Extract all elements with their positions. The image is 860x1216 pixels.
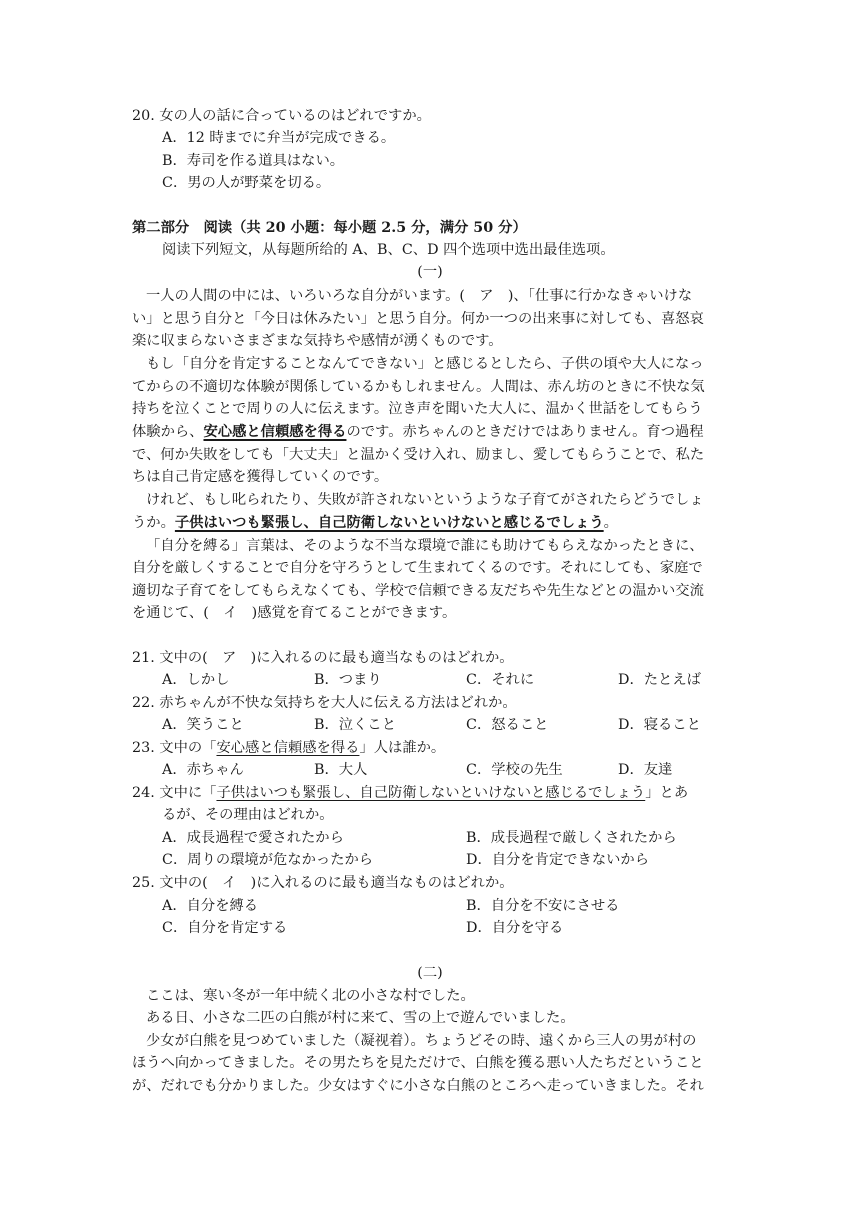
passage1-p3-line2 — [132, 513, 618, 533]
passage1-p4-line4: を通じて、( イ )感覚を育てることができます。 — [132, 605, 457, 621]
passage2-line4: ほうへ向かってきました。その男たちを見ただけで、白熊を獲る悪い人たちだということ — [132, 1055, 704, 1071]
part2-heading: 第二部分 阅读（共 20 小题：每小题 2.5 分，满分 50 分） — [132, 220, 527, 236]
passage2-line1: ここは、寒い冬が一年中続く北の小さな村でした。 — [146, 988, 475, 1004]
q24-underlined-phrase: 子供はいつも緊張し、自己防衛しないといけないと感じるでしょう — [216, 785, 646, 801]
q23-option-c: C．学校の先生 — [466, 762, 563, 778]
q24-option-c: C．周りの環境が危なかったから — [162, 852, 374, 868]
q22-option-a: A．笑うこと — [162, 717, 244, 733]
passage1-p3-line2-pre: うか。 — [132, 515, 175, 531]
passage1-p2-line6: ちは自己肯定感を獲得していくのです。 — [132, 469, 389, 485]
q22-option-c: C．怒ること — [466, 717, 549, 733]
q24-option-d: D．自分を肯定できないから — [466, 852, 650, 868]
underlined-phrase-kodomo: 子供はいつも緊張し、自己防衛しないといけないと感じるでしょう — [174, 515, 604, 531]
q22-option-b: B．泣くこと — [314, 717, 396, 733]
passage1-p4-line3: 適切な子育てをしてもらえなくても、学校で信頼できる友だちや先生などとの温かい交流 — [132, 583, 704, 599]
passage1-p2-line4-pre: 体験から、 — [132, 424, 204, 440]
passage1-p1-line3: 楽に収まらないさまざまな気持ちや感情が湧くものです。 — [132, 333, 503, 349]
passage1-p2-line2: てからの不適切な体験が関係しているかもしれません。人間は、赤ん坊のときに不快な気 — [132, 379, 705, 395]
q24-stem-pre: 24. 文中に「 — [132, 785, 217, 801]
q21-option-b: B．つまり — [314, 672, 382, 688]
passage1-p3-line1: けれど、もし叱られたり、失敗が許されないというような子育てがされたらどうでしょ — [146, 492, 704, 508]
passage2-line5: が、だれでも分かりました。少女はすぐに小さな白熊のところへ走っていきました。それ — [132, 1078, 704, 1094]
q24-option-a: A．成長過程で愛されたから — [162, 830, 344, 846]
q20-option-b: B．寿司を作る道具はない。 — [162, 153, 345, 169]
q23-stem-pre: 23. 文中の「 — [132, 740, 217, 756]
q22-stem: 22. 赤ちゃんが不快な気持ちを大人に伝える方法はどれか。 — [132, 695, 517, 711]
passage1-p4-line2: 自分を厳しくすることで自分を守ろうとして生まれてくるのです。それにしても、家庭で — [132, 560, 703, 576]
q25-option-c: C．自分を肯定する — [162, 920, 288, 936]
q23-option-d: D．友達 — [618, 762, 673, 778]
passage2-number: (二) — [417, 965, 443, 981]
q23-stem — [132, 738, 445, 758]
q21-option-c: C．それに — [466, 672, 535, 688]
q25-option-a: A．自分を縛る — [162, 898, 259, 914]
part2-instruction: 阅读下列短文，从每题所给的 A、B、C、D 四个选项中选出最佳选项。 — [162, 242, 615, 258]
passage1-p1-line2: い」と思う自分と「今日は休みたい」と思う自分。何か一つの出来事に対しても、喜怒哀 — [132, 311, 704, 327]
q24-stem — [132, 783, 688, 803]
passage1-p2-line4-post: のです。赤ちゃんのときだけではありません。育つ過程 — [346, 424, 704, 440]
q25-option-d: D．自分を守る — [466, 920, 564, 936]
passage1-p2-line4 — [132, 422, 704, 442]
q23-option-a: A．赤ちゃん — [162, 762, 244, 778]
q25-stem: 25. 文中の( イ )に入れるのに最も適当なものはどれか。 — [132, 875, 514, 891]
q22-option-d: D．寝ること — [618, 717, 701, 733]
q23-option-b: B．大人 — [314, 762, 368, 778]
q20-option-c: C．男の人が野菜を切る。 — [162, 175, 331, 191]
passage1-number: (一) — [417, 264, 443, 280]
passage2-line3: 少女が白熊を見つめていました（凝视着）。ちょうどその時、遠くから三人の男が村の — [146, 1033, 697, 1049]
passage1-p2-line5: で、何か失敗をしても「大丈夫」と温かく受け入れ、励まし、愛してもらうことで、私た — [132, 447, 705, 463]
passage1-p4-line1: 「自分を縛る」言葉は、そのような不当な環境で誰にも助けてもらえなかったときに、 — [146, 538, 704, 554]
q24-stem-line2: るが、その理由はどれか。 — [162, 807, 334, 823]
q25-option-b: B．自分を不安にさせる — [466, 898, 620, 914]
q20-stem: 20. 女の人の話に合っているのはどれですか。 — [132, 108, 431, 124]
passage1-p2-line3: 持ちを泣くことで周りの人に伝えます。泣き声を聞いた大人に、温かく世話をしてもらう — [132, 401, 703, 417]
q24-option-b: B．成長過程で厳しくされたから — [466, 830, 677, 846]
passage1-p1-line1: 一人の人間の中には、いろいろな自分がいます。( ア )、「仕事に行かなきゃいけな — [146, 288, 693, 304]
passage2-line2: ある日、小さな二匹の白熊が村に来て、雪の上で遊んでいました。 — [146, 1010, 575, 1026]
q21-option-a: A．しかし — [162, 672, 230, 688]
passage1-p3-line2-post: 。 — [603, 515, 618, 531]
q21-option-d: D．たとえば — [618, 672, 701, 688]
q20-option-a: A．12 時までに弁当が完成できる。 — [162, 130, 396, 146]
underlined-phrase-anshinkan: 安心感と信頼感を得る — [203, 424, 347, 440]
q23-underlined-phrase: 安心感と信頼感を得る — [216, 740, 360, 756]
q21-stem: 21. 文中の( ア )に入れるのに最も適当なものはどれか。 — [132, 650, 514, 666]
passage1-p2-line1: もし「自分を肯定することなんてできない」と感じるとしたら、子供の頃や大人になっ — [146, 356, 704, 372]
q23-stem-post: 」人は誰か。 — [359, 740, 446, 756]
q24-stem-post: 」とあ — [645, 785, 689, 801]
